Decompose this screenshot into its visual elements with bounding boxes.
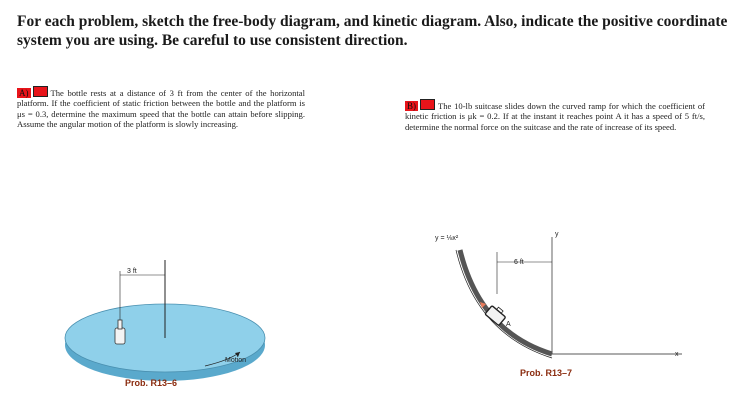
ramp-edge — [456, 250, 552, 358]
problem-a-text-block — [17, 86, 305, 130]
ramp-surface — [460, 250, 552, 354]
rotating-platform-figure — [55, 240, 295, 390]
problem-b-statement: The 10-lb suitcase slides down the curved ramp for which the coefficient of kinetic friction is μk = 0.2. If at the instant it reaches point A it has a speed of 5 ft/s, determine the normal force on the suitcase and the rate of increase of its speed. — [405, 101, 705, 132]
problem-b-tag: B) — [407, 101, 416, 111]
y-axis-label: y — [555, 231, 559, 238]
curved-ramp-figure — [420, 222, 690, 362]
distance-label: 3 ft — [127, 268, 137, 275]
ramp-equation-label: y = ⅛x² — [435, 235, 459, 242]
x-axis-label: x — [675, 351, 679, 358]
problem-b-text-block — [405, 99, 705, 132]
problem-a-caption: Prob. R13–6 — [125, 378, 178, 388]
red-highlight-box — [420, 99, 435, 110]
motion-label: Motion — [225, 357, 247, 364]
instructions-heading: For each problem, sketch the free-body diagram, and kinetic diagram. Also, indicate the positive coordinate system you are using. Be careful to use consistent direction. — [17, 13, 728, 49]
distance-label: 6 ft — [514, 259, 524, 266]
problem-b-caption: Prob. R13–7 — [520, 368, 573, 378]
red-highlight-box — [33, 86, 48, 97]
suitcase-icon — [485, 303, 508, 325]
problem-a-tag: A) — [19, 88, 29, 98]
problem-a-statement: The bottle rests at a distance of 3 ft from the center of the horizontal platform. If the coefficient of static friction between the bottle and the platform is μs = 0.3, determine the maximum speed that the bottle can attain before slipping. Assume the angular motion of the platform is slowly increasing. — [17, 88, 305, 130]
point-a-label: A — [506, 321, 511, 328]
